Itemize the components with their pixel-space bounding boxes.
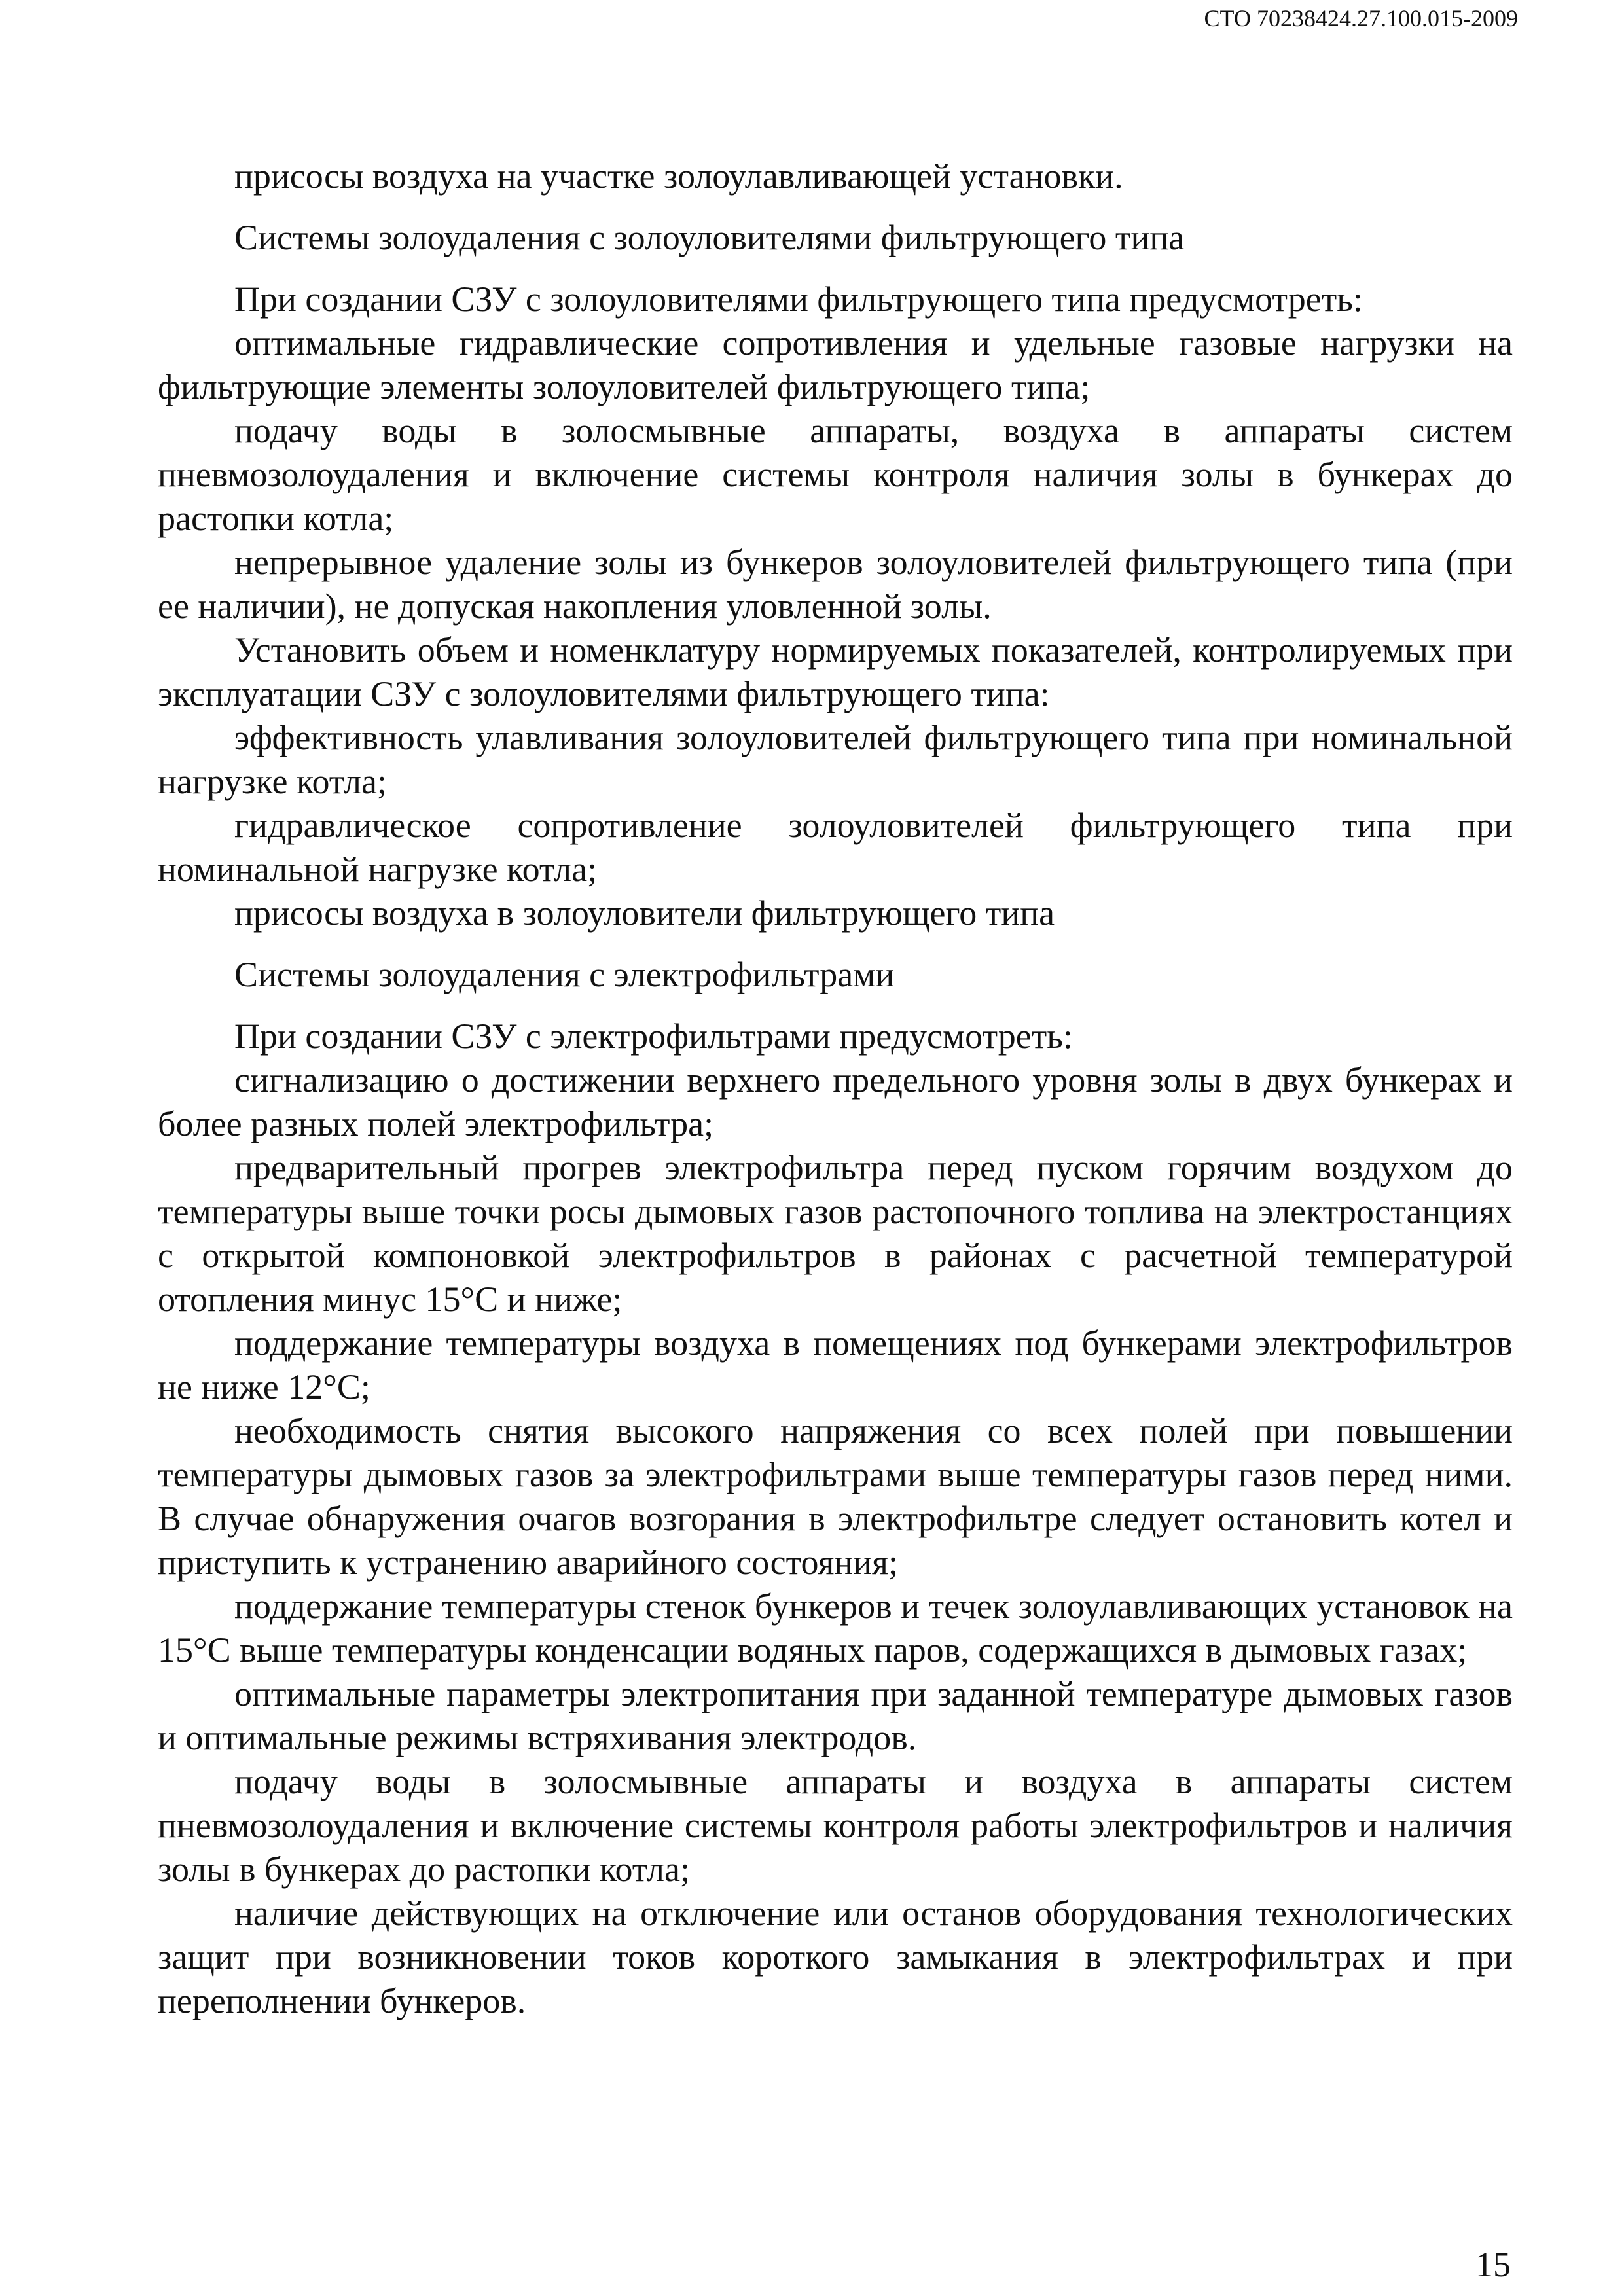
list-item: предварительный прогрев электрофильтра перед пуском горячим воздухом до температуры выше точки росы дымовых газов растопочного топлива на электростанциях с открытой компоновкой электрофильтров в районах с расчетной температурой отопления минус 15°С и ниже; [158,1148,1513,1319]
document-code-header: СТО 70238424.27.100.015-2009 [1204,5,1518,31]
paragraph: При создании СЗУ с золоуловителями фильтрующего типа предусмотреть: [234,279,1363,319]
list-item: гидравлическое сопротивление золоуловителей фильтрующего типа при номинальной нагрузке котла; [158,806,1513,889]
list-item: подачу воды в золосмывные аппараты и воздуха в аппараты систем пневмозолоудаления и включение системы контроля работы электрофильтров и наличия золы в бункерах до растопки котла; [158,1762,1513,1889]
list-item: поддержание температуры воздуха в помещениях под бункерами электрофильтров не ниже 12°С; [158,1323,1513,1407]
list-item: оптимальные параметры электропитания при заданной температуре дымовых газов и оптимальные режимы встряхивания электродов. [158,1674,1513,1757]
list-item: поддержание температуры стенок бункеров и течек золоулавливающих установок на 15°С выше температуры конденсации водяных паров, содержащихся в дымовых газах; [158,1587,1513,1670]
page-body [158,154,1513,2023]
section-heading: Системы золоудаления с золоуловителями фильтрующего типа [234,218,1185,257]
paragraph: При создании СЗУ с электрофильтрами предусмотреть: [234,1016,1073,1056]
list-item: наличие действующих на отключение или останов оборудования технологических защит при возникновении токов короткого замыкания в электрофильтрах и при переполнении бункеров. [158,1893,1513,2020]
list-item: оптимальные гидравлические сопротивления и удельные газовые нагрузки на фильтрующие элементы золоуловителей фильтрующего типа; [158,323,1513,406]
paragraph: Установить объем и номенклатуру нормируемых показателей, контролируемых при эксплуатации СЗУ с золоуловителями фильтрующего типа: [158,630,1513,713]
section-heading: Системы золоудаления с электрофильтрами [234,955,895,994]
list-item: необходимость снятия высокого напряжения со всех полей при повышении температуры дымовых газов за электрофильтрами выше температуры газов перед ними. В случае обнаружения очагов возгорания в электрофильтре следует остановить котел и приступить к устранению аварийного состояния; [158,1411,1513,1582]
paragraph: присосы воздуха на участке золоулавливающей установки. [234,156,1123,196]
list-item: сигнализацию о достижении верхнего предельного уровня золы в двух бункерах и более разных полей электрофильтра; [158,1060,1513,1143]
list-item: непрерывное удаление золы из бункеров золоуловителей фильтрующего типа (при ее наличии), не допуская накопления уловленной золы. [158,543,1513,626]
list-item: эффективность улавливания золоуловителей фильтрующего типа при номинальной нагрузке котла; [158,718,1513,801]
page-number: 15 [1475,2245,1511,2284]
list-item: присосы воздуха в золоуловители фильтрующего типа [234,893,1055,933]
list-item: подачу воды в золосмывные аппараты, воздуха в аппараты систем пневмозолоудаления и включение системы контроля наличия золы в бункерах до растопки котла; [158,411,1513,538]
